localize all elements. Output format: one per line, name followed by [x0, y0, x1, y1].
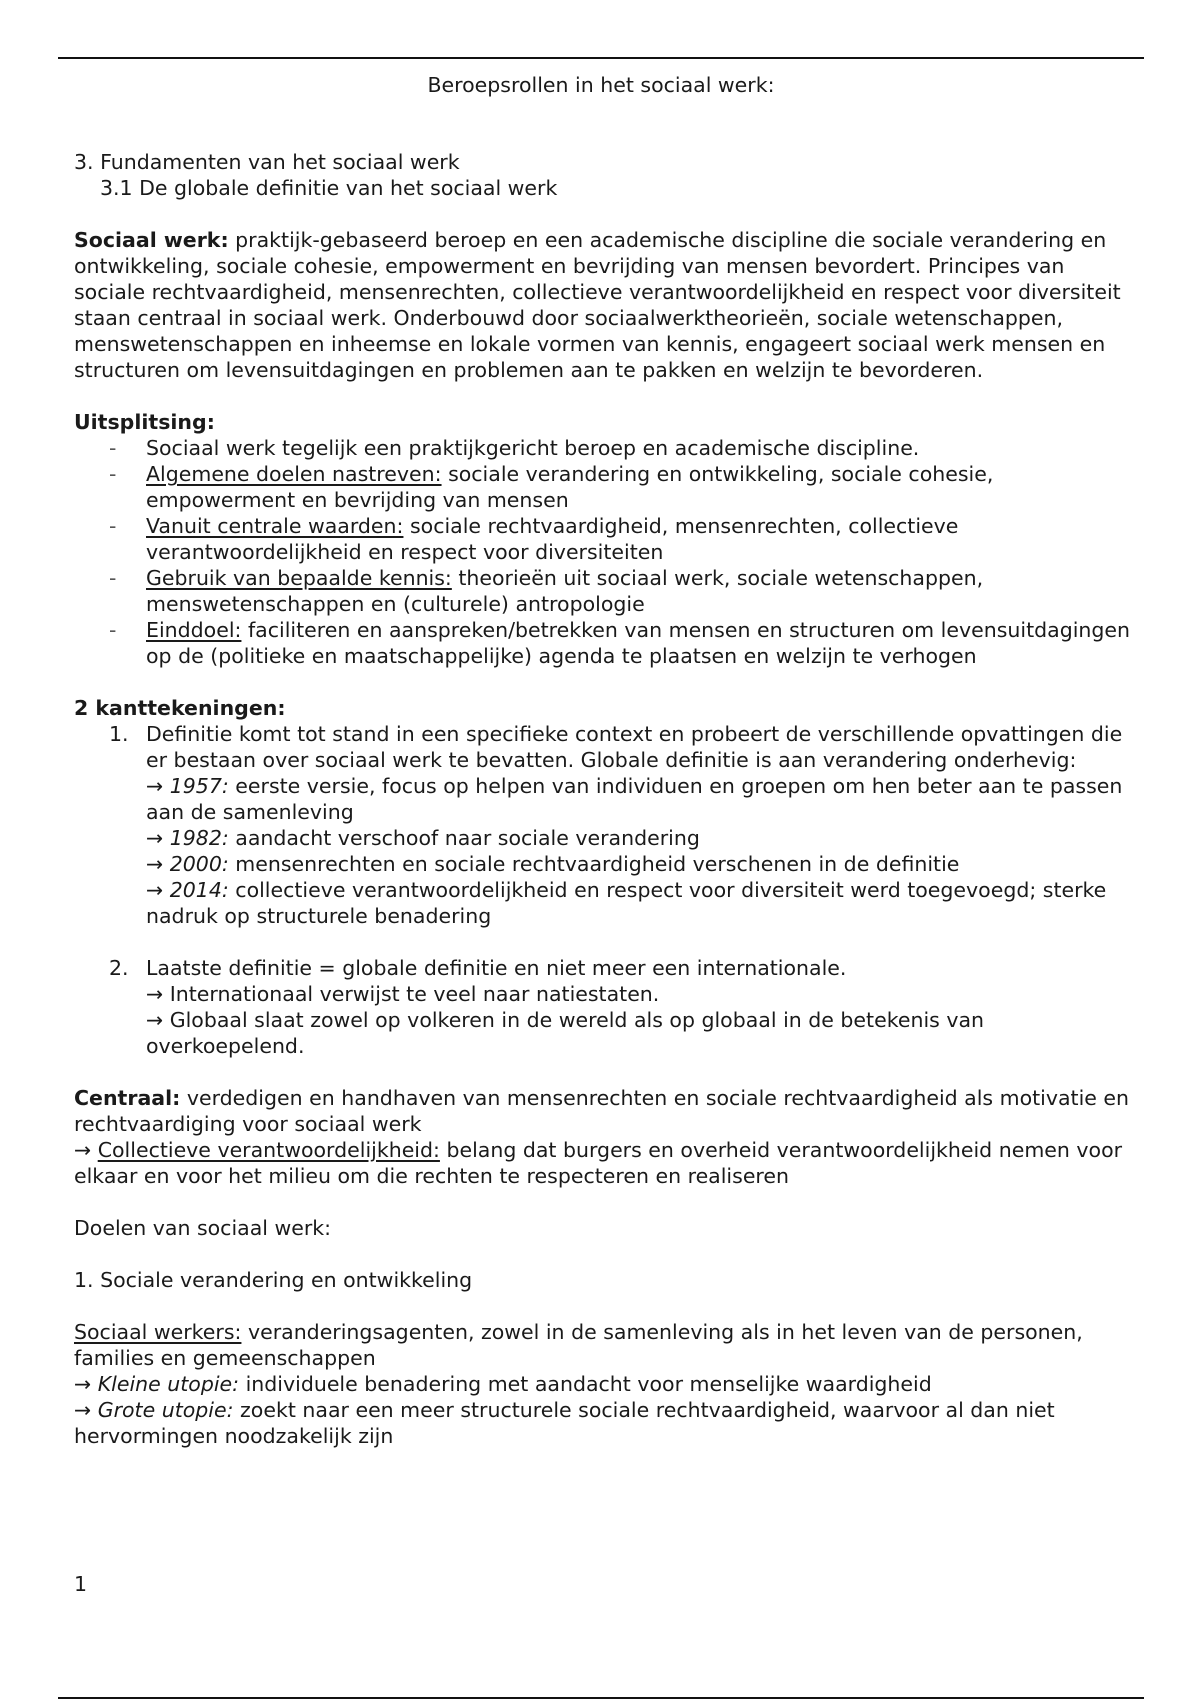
- list-item: 2. Laatste definitie = globale definitie en niet meer een internationale. → Internationaal verwijst te veel naar natiestaten. → Globaal slaat zowel op volkeren in de wereld als op globaal in de betekenis van overkoepelend.: [74, 955, 1134, 1059]
- page-number: 1: [74, 1572, 88, 1596]
- list-item: - Algemene doelen nastreven: sociale verandering en ontwikkeling, sociale cohesie, empowerment en bevrijding van mensen: [74, 461, 1134, 513]
- uitsplitsing-heading: Uitsplitsing:: [74, 410, 215, 434]
- section-subheading: 3.1 De globale definitie van het sociaal werk: [100, 176, 558, 200]
- definition-text: praktijk-gebaseerd beroep en een academische discipline die sociale verandering en ontwikkeling, sociale cohesie, empowerment en bevrijding van mensen bevordert. Principes van sociale rechtvaardigheid, mensenrechten, collectieve verantwoordelijkheid en respect voor diversiteit staan centraal in sociaal werk. Onderbouwd door sociaalwerktheorieën, sociale wetenschappen, menswetenschappen en inheemse en lokale vormen van kennis, engageert sociaal werk mensen en structuren om levensuitdagingen en problemen aan te pakken en welzijn te bevorderen.: [74, 228, 1121, 382]
- sub-line: → Internationaal verwijst te veel naar natiestaten.: [146, 982, 660, 1006]
- list-item: - Einddoel: faciliteren en aanspreken/betrekken van mensen en structuren om levensuitdagingen op de (politieke en maatschappelijke) agenda te plaatsen en welzijn te verhogen: [74, 617, 1134, 669]
- kanttekeningen-list: [74, 721, 1134, 1059]
- document-body: [74, 149, 1134, 1449]
- footer-rule: [58, 1697, 1144, 1699]
- header-rule: [58, 57, 1144, 59]
- year-line: → 1957: eerste versie, focus op helpen van individuen en groepen om hen beter aan te passen aan de samenleving: [146, 774, 1123, 824]
- list-item: - Sociaal werk tegelijk een praktijkgericht beroep en academische discipline.: [74, 435, 1134, 461]
- definition-paragraph: [74, 227, 1134, 383]
- doelen-item: 1. Sociale verandering en ontwikkeling: [74, 1268, 473, 1292]
- year-line: → 1982: aandacht verschoof naar sociale verandering: [146, 826, 700, 850]
- list-item: - Gebruik van bepaalde kennis: theorieën uit sociaal werk, sociale wetenschappen, menswetenschappen en (culturele) antropologie: [74, 565, 1134, 617]
- utopie-line: → Kleine utopie: individuele benadering met aandacht voor menselijke waardigheid: [74, 1372, 932, 1396]
- uitsplitsing-list: [74, 435, 1134, 669]
- year-line: → 2014: collectieve verantwoordelijkheid en respect voor diversiteit werd toegevoegd; sterke nadruk op structurele benadering: [146, 878, 1107, 928]
- list-item: 1. Definitie komt tot stand in een specifieke context en probeert de verschillende opvattingen die er bestaan over sociaal werk te bevatten. Globale definitie is aan verandering onderhevig: → 1957: eerste versie, focus op helpen van individuen en groepen om hen beter aan te passen aan de samenleving → 1982: aandacht verschoof naar sociale verandering → 2000: mensenrechten en sociale rechtvaardigheid verschenen in de definitie → 2014: collectieve verantwoordelijkheid en respect voor diversiteit werd toegevoegd; sterke nadruk op structurele benadering: [74, 721, 1134, 929]
- werkers-paragraph: Sociaal werkers: veranderingsagenten, zowel in de samenleving als in het leven van de personen, families en gemeenschappen: [74, 1320, 1083, 1370]
- kanttekeningen-heading: 2 kanttekeningen:: [74, 696, 286, 720]
- year-line: → 2000: mensenrechten en sociale rechtvaardigheid verschenen in de definitie: [146, 852, 960, 876]
- centraal-paragraph: Centraal: verdedigen en handhaven van mensenrechten en sociale rechtvaardigheid als motivatie en rechtvaardiging voor sociaal werk: [74, 1086, 1130, 1136]
- sub-line: → Globaal slaat zowel op volkeren in de wereld als op globaal in de betekenis van overkoepelend.: [146, 1008, 985, 1058]
- page-header: Beroepsrollen in het sociaal werk:: [427, 73, 775, 97]
- doelen-heading: Doelen van sociaal werk:: [74, 1216, 332, 1240]
- list-item: - Vanuit centrale waarden: sociale rechtvaardigheid, mensenrechten, collectieve verantwoordelijkheid en respect voor diversiteiten: [74, 513, 1134, 565]
- utopie-line: → Grote utopie: zoekt naar een meer structurele sociale rechtvaardigheid, waarvoor al dan niet hervormingen noodzakelijk zijn: [74, 1398, 1055, 1448]
- section-heading: 3. Fundamenten van het sociaal werk: [74, 150, 460, 174]
- centraal-subparagraph: → Collectieve verantwoordelijkheid: belang dat burgers en overheid verantwoordelijkheid nemen voor elkaar en voor het milieu om die rechten te respecteren en realiseren: [74, 1138, 1123, 1188]
- definition-term: Sociaal werk:: [74, 228, 229, 252]
